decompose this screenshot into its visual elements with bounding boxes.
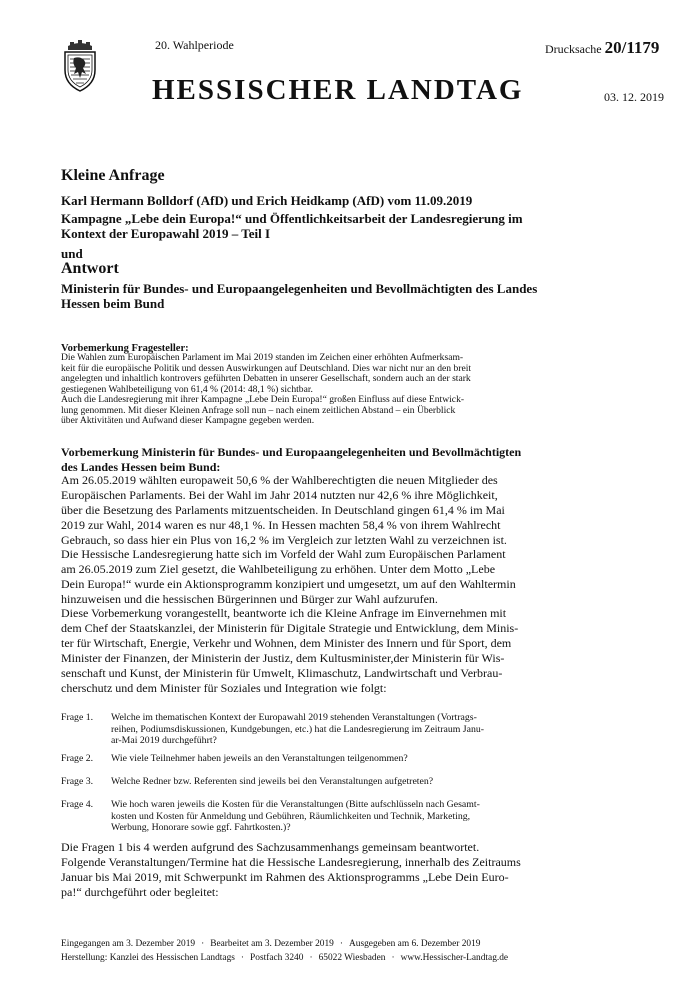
- separator: ·: [240, 953, 245, 963]
- pre-minister-paragraph-1: [61, 473, 639, 548]
- pre-minister-label: [61, 445, 639, 475]
- answer-by-line-1: Ministerin für Bundes- und Europaangelegenheiten und Bevollmächtigten des Landes: [61, 281, 538, 296]
- text-line: 2019 zur Wahl, 2014 waren es nur 48,1 %. In Hessen machten 58,4 % von ihrem Wahlrecht: [61, 518, 501, 532]
- text-line: lung genommen. Mit dieser Kleinen Anfrage soll nun – nach einem zeitlichen Abstand – ein Überblick: [61, 404, 456, 416]
- text-line: Wie viele Teilnehmer haben jeweils an den Veranstaltungen teilgenommen?: [111, 753, 408, 764]
- document-date: 03. 12. 2019: [604, 90, 664, 104]
- text-line: Folgende Veranstaltungen/Termine hat die Hessische Landesregierung, innerhalb des Zeitraums: [61, 855, 521, 869]
- legislative-period: 20. Wahlperiode: [155, 38, 234, 52]
- text-line: keit für die europäische Politik und dessen Auswirkungen auf Deutschland. Dies war nicht nur an den breit: [61, 362, 472, 374]
- text-line: ter für Wirtschaft, Energie, Verkehr und Wohnen, dem Minister des Innern und für Sport, dem: [61, 636, 512, 650]
- text-line: des Landes Hessen beim Bund:: [61, 460, 221, 474]
- text-line: über Aktivitäten und Aufwand dieser Kampagne gegeben werden.: [61, 415, 315, 426]
- footer-dates: [61, 939, 480, 949]
- question-number: Frage 4.: [61, 799, 94, 810]
- separator: ·: [309, 953, 313, 963]
- text-line: pa!“ durchgeführt oder begleitet:: [61, 885, 219, 899]
- footer-publisher: [61, 953, 508, 963]
- text-line: Werbung, Honorare sowie ggf. Fahrtkosten.)?: [111, 822, 291, 833]
- text-line: Am 26.05.2019 wählten europaweit 50,6 % der Wahlberechtigten die neuen Mitglieder des: [61, 473, 498, 487]
- postbox: Postfach 3240: [250, 953, 304, 963]
- text-line: cherschutz und dem Minister für Soziales und Integration wie folgt:: [61, 681, 387, 695]
- text-line: reihen, Podiumsdiskussionen, Kundgebungen, etc.) hat die Landesregierung im Zeitraum Janu-: [111, 723, 485, 735]
- text-line: Welche Redner bzw. Referenten sind jeweils bei den Veranstaltungen aufgetreten?: [111, 776, 434, 787]
- received-date: Eingegangen am 3. Dezember 2019: [61, 939, 196, 949]
- text-line: Minister der Finanzen, der Ministerin der Justiz, dem Kultusminister,der Ministerin für Wis-: [61, 651, 505, 665]
- text-line: Wie hoch waren jeweils die Kosten für die Veranstaltungen (Bitte aufschlüsseln nach Gesamt-: [111, 799, 480, 810]
- text-line: angelegten und inhaltlich kontrovers geführten Debatten in unserer Gesellschaft, sondern auch an der stark: [61, 373, 471, 384]
- drucksache-label: Drucksache: [545, 42, 602, 56]
- pre-asker-text: [61, 353, 641, 427]
- processed-date: Bearbeitet am 3. Dezember 2019: [210, 939, 334, 949]
- question-number: Frage 3.: [61, 776, 94, 787]
- text-line: Diese Vorbemerkung vorangestellt, beantworte ich die Kleine Anfrage im Einvernehmen mit: [61, 606, 507, 620]
- text-line: kosten und Kosten für Anmeldung und Gebühren, Räumlichkeiten und Technik, Marketing,: [111, 810, 471, 822]
- und-label: und: [61, 246, 83, 261]
- text-line: Gebrauch, so dass hier ein Plus von 16,2 % im Vergleich zur letzten Wahl zu verzeichnen ist.: [61, 533, 507, 547]
- text-line: dem Chef der Staatskanzlei, der Ministerin für Digitale Strategie und Entwicklung, dem Minis-: [61, 621, 519, 635]
- text-line: Dein Europa!“ wurde ein Aktionsprogramm konzipiert und umgesetzt, um auf den Wahltermin: [61, 577, 516, 591]
- text-line: senschaft und Kunst, der Ministerin für Umwelt, Klimaschutz, Landwirtschaft und Verbrau-: [61, 666, 503, 680]
- text-line: Januar bis Mai 2019, mit Schwerpunkt im Rahmen des Aktionsprogramms „Lebe Dein Euro-: [61, 870, 509, 884]
- text-line: Die Hessische Landesregierung hatte sich im Vorfeld der Wahl zum Europäischen Parlament: [61, 547, 506, 561]
- answer-paragraph: [61, 855, 639, 900]
- text-line: am 26.05.2019 zum Ziel gesetzt, die Wahlbeteiligung zu erhöhen. Unter dem Motto „Lebe: [61, 562, 496, 576]
- answer-by-line-2: Hessen beim Bund: [61, 296, 165, 311]
- authors: Karl Hermann Bolldorf (AfD) und Erich Heidkamp (AfD) vom 11.09.2019: [61, 193, 473, 208]
- text-line: ar-Mai 2019 durchgeführt?: [111, 735, 217, 746]
- question-number: Frage 1.: [61, 712, 94, 723]
- text-line: Welche im thematischen Kontext der Europawahl 2019 stehenden Veranstaltungen (Vortrags-: [111, 712, 477, 723]
- separator: ·: [201, 939, 205, 949]
- text-line: Auch die Landesregierung mit ihrer Kampagne „Lebe Dein Europa!“ großen Einfluss auf diese Entwick-: [61, 394, 465, 405]
- issued-date: Ausgegeben am 6. Dezember 2019: [348, 939, 481, 949]
- hesse-coat-of-arms-icon: [62, 40, 98, 92]
- pre-minister-paragraph-3: [61, 606, 639, 696]
- separator: ·: [339, 939, 343, 949]
- pre-asker-label: Vorbemerkung Fragesteller:: [61, 343, 189, 354]
- parliament-name: HESSISCHER LANDTAG: [152, 74, 524, 106]
- publisher: Herstellung: Kanzlei des Hessischen Landtags: [61, 953, 235, 963]
- city: 65022 Wiesbaden: [318, 953, 386, 963]
- text-line: hinzuweisen und die hessischen Bürgerinnen und Bürger zur Wahl aufzurufen.: [61, 592, 438, 606]
- document-type: Kleine Anfrage: [61, 167, 165, 184]
- text-line: über die Besetzung des Parlaments mitzuentscheiden. In Deutschland gingen 61,4 % im Mai: [61, 503, 505, 517]
- text-line: Die Wahlen zum Europäischen Parlament im Mai 2019 standen im Zeichen einer erhöhten Aufmerksam-: [61, 352, 464, 363]
- separator: ·: [391, 953, 395, 963]
- answer-title: Antwort: [61, 260, 119, 277]
- subject-line-2: Kontext der Europawahl 2019 – Teil I: [61, 226, 270, 241]
- text-line: Europäischen Parlaments. Bei der Wahl im Jahr 2014 nutzten nur 42,6 % ihre Möglichkeit,: [61, 488, 498, 502]
- question-number: Frage 2.: [61, 753, 94, 764]
- subject-line-1: Kampagne „Lebe dein Europa!“ und Öffentlichkeitsarbeit der Landesregierung im: [61, 211, 523, 226]
- drucksache-number: 20/1179: [604, 38, 660, 57]
- text-line: gestiegenen Wahlbeteiligung von 61,4 % (2014: 48,1 %) sichtbar.: [61, 383, 313, 395]
- text-line: Vorbemerkung Ministerin für Bundes- und Europaangelegenheiten und Bevollmächtigten: [61, 445, 522, 459]
- drucksache: [545, 38, 659, 58]
- pre-minister-paragraph-2: [61, 547, 639, 607]
- website-link[interactable]: www.Hessischer-Landtag.de: [400, 953, 509, 963]
- answer-intro: Die Fragen 1 bis 4 werden aufgrund des Sachzusammenhangs gemeinsam beantwortet.: [61, 840, 480, 854]
